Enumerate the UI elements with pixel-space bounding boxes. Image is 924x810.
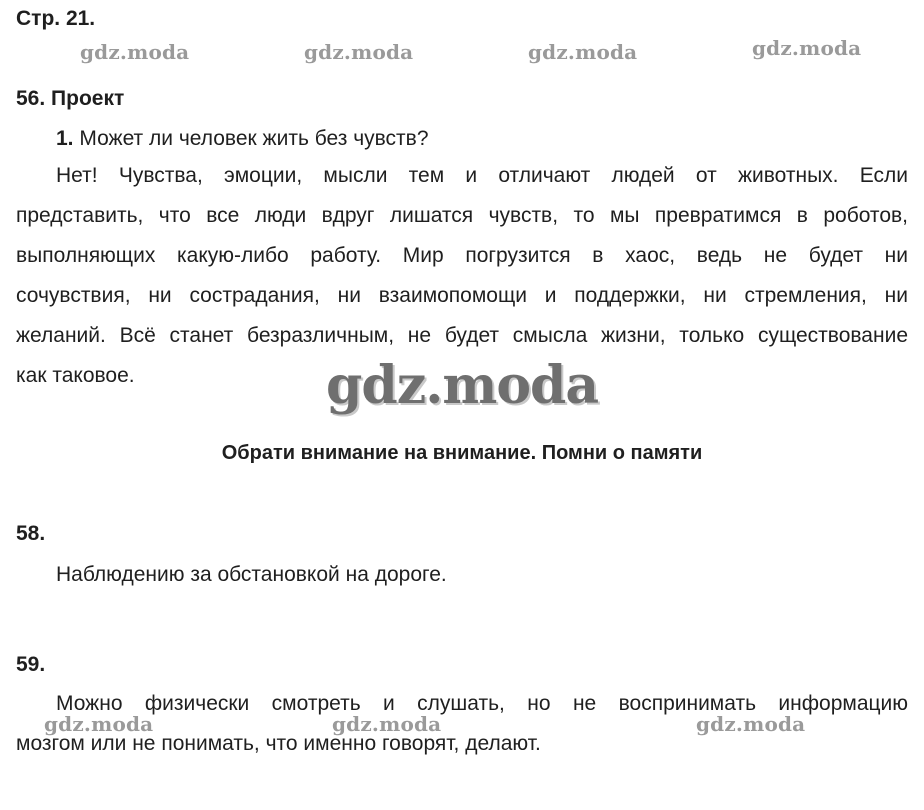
task-58-answer: Наблюдению за обстановкой на дороге. xyxy=(56,563,447,586)
task-56-answer-line: как таковое. xyxy=(16,364,135,387)
watermark-top-1: gdz.moda xyxy=(80,40,190,64)
watermark-bottom-2: gdz.moda xyxy=(332,712,442,736)
page-label: Стр. 21. xyxy=(16,7,96,30)
task-58-title: 58. xyxy=(16,522,46,545)
watermark-top-2: gdz.moda xyxy=(304,40,414,64)
task-59-answer-line: Можно физически смотреть и слушать, но не воспринимать информацию xyxy=(56,692,908,715)
watermark-top-4: gdz.moda xyxy=(752,36,862,60)
task-56-answer-line: выполняющих какую-либо работу. Мир погрузится в хаос, ведь не будет ни xyxy=(16,244,908,267)
task-56-question-number: 1. xyxy=(56,127,74,150)
section-title: Обрати внимание на внимание. Помни о памяти xyxy=(221,442,703,464)
watermark-center: gdz.moda xyxy=(326,355,599,416)
task-56-answer-line: Нет! Чувства, эмоции, мысли тем и отличают людей от животных. Если xyxy=(56,164,908,187)
task-56-question-text: Может ли человек жить без чувств? xyxy=(79,127,429,150)
task-56-answer-line: желаний. Всё станет безразличным, не будет смысла жизни, только существование xyxy=(16,324,908,347)
watermark-bottom-3: gdz.moda xyxy=(696,712,806,736)
watermark-top-3: gdz.moda xyxy=(528,40,638,64)
watermark-bottom-1: gdz.moda xyxy=(44,712,154,736)
task-56-question xyxy=(56,126,429,152)
task-56-title: 56. Проект xyxy=(16,87,125,110)
task-59-answer-line: мозгом или не понимать, что именно говорят, делают. xyxy=(16,732,541,755)
task-59-title: 59. xyxy=(16,653,46,676)
task-56-answer-line: представить, что все люди вдруг лишатся чувств, то мы превратимся в роботов, xyxy=(16,204,908,227)
task-56-answer-line: сочувствия, ни сострадания, ни взаимопомощи и поддержки, ни стремления, ни xyxy=(16,284,908,307)
